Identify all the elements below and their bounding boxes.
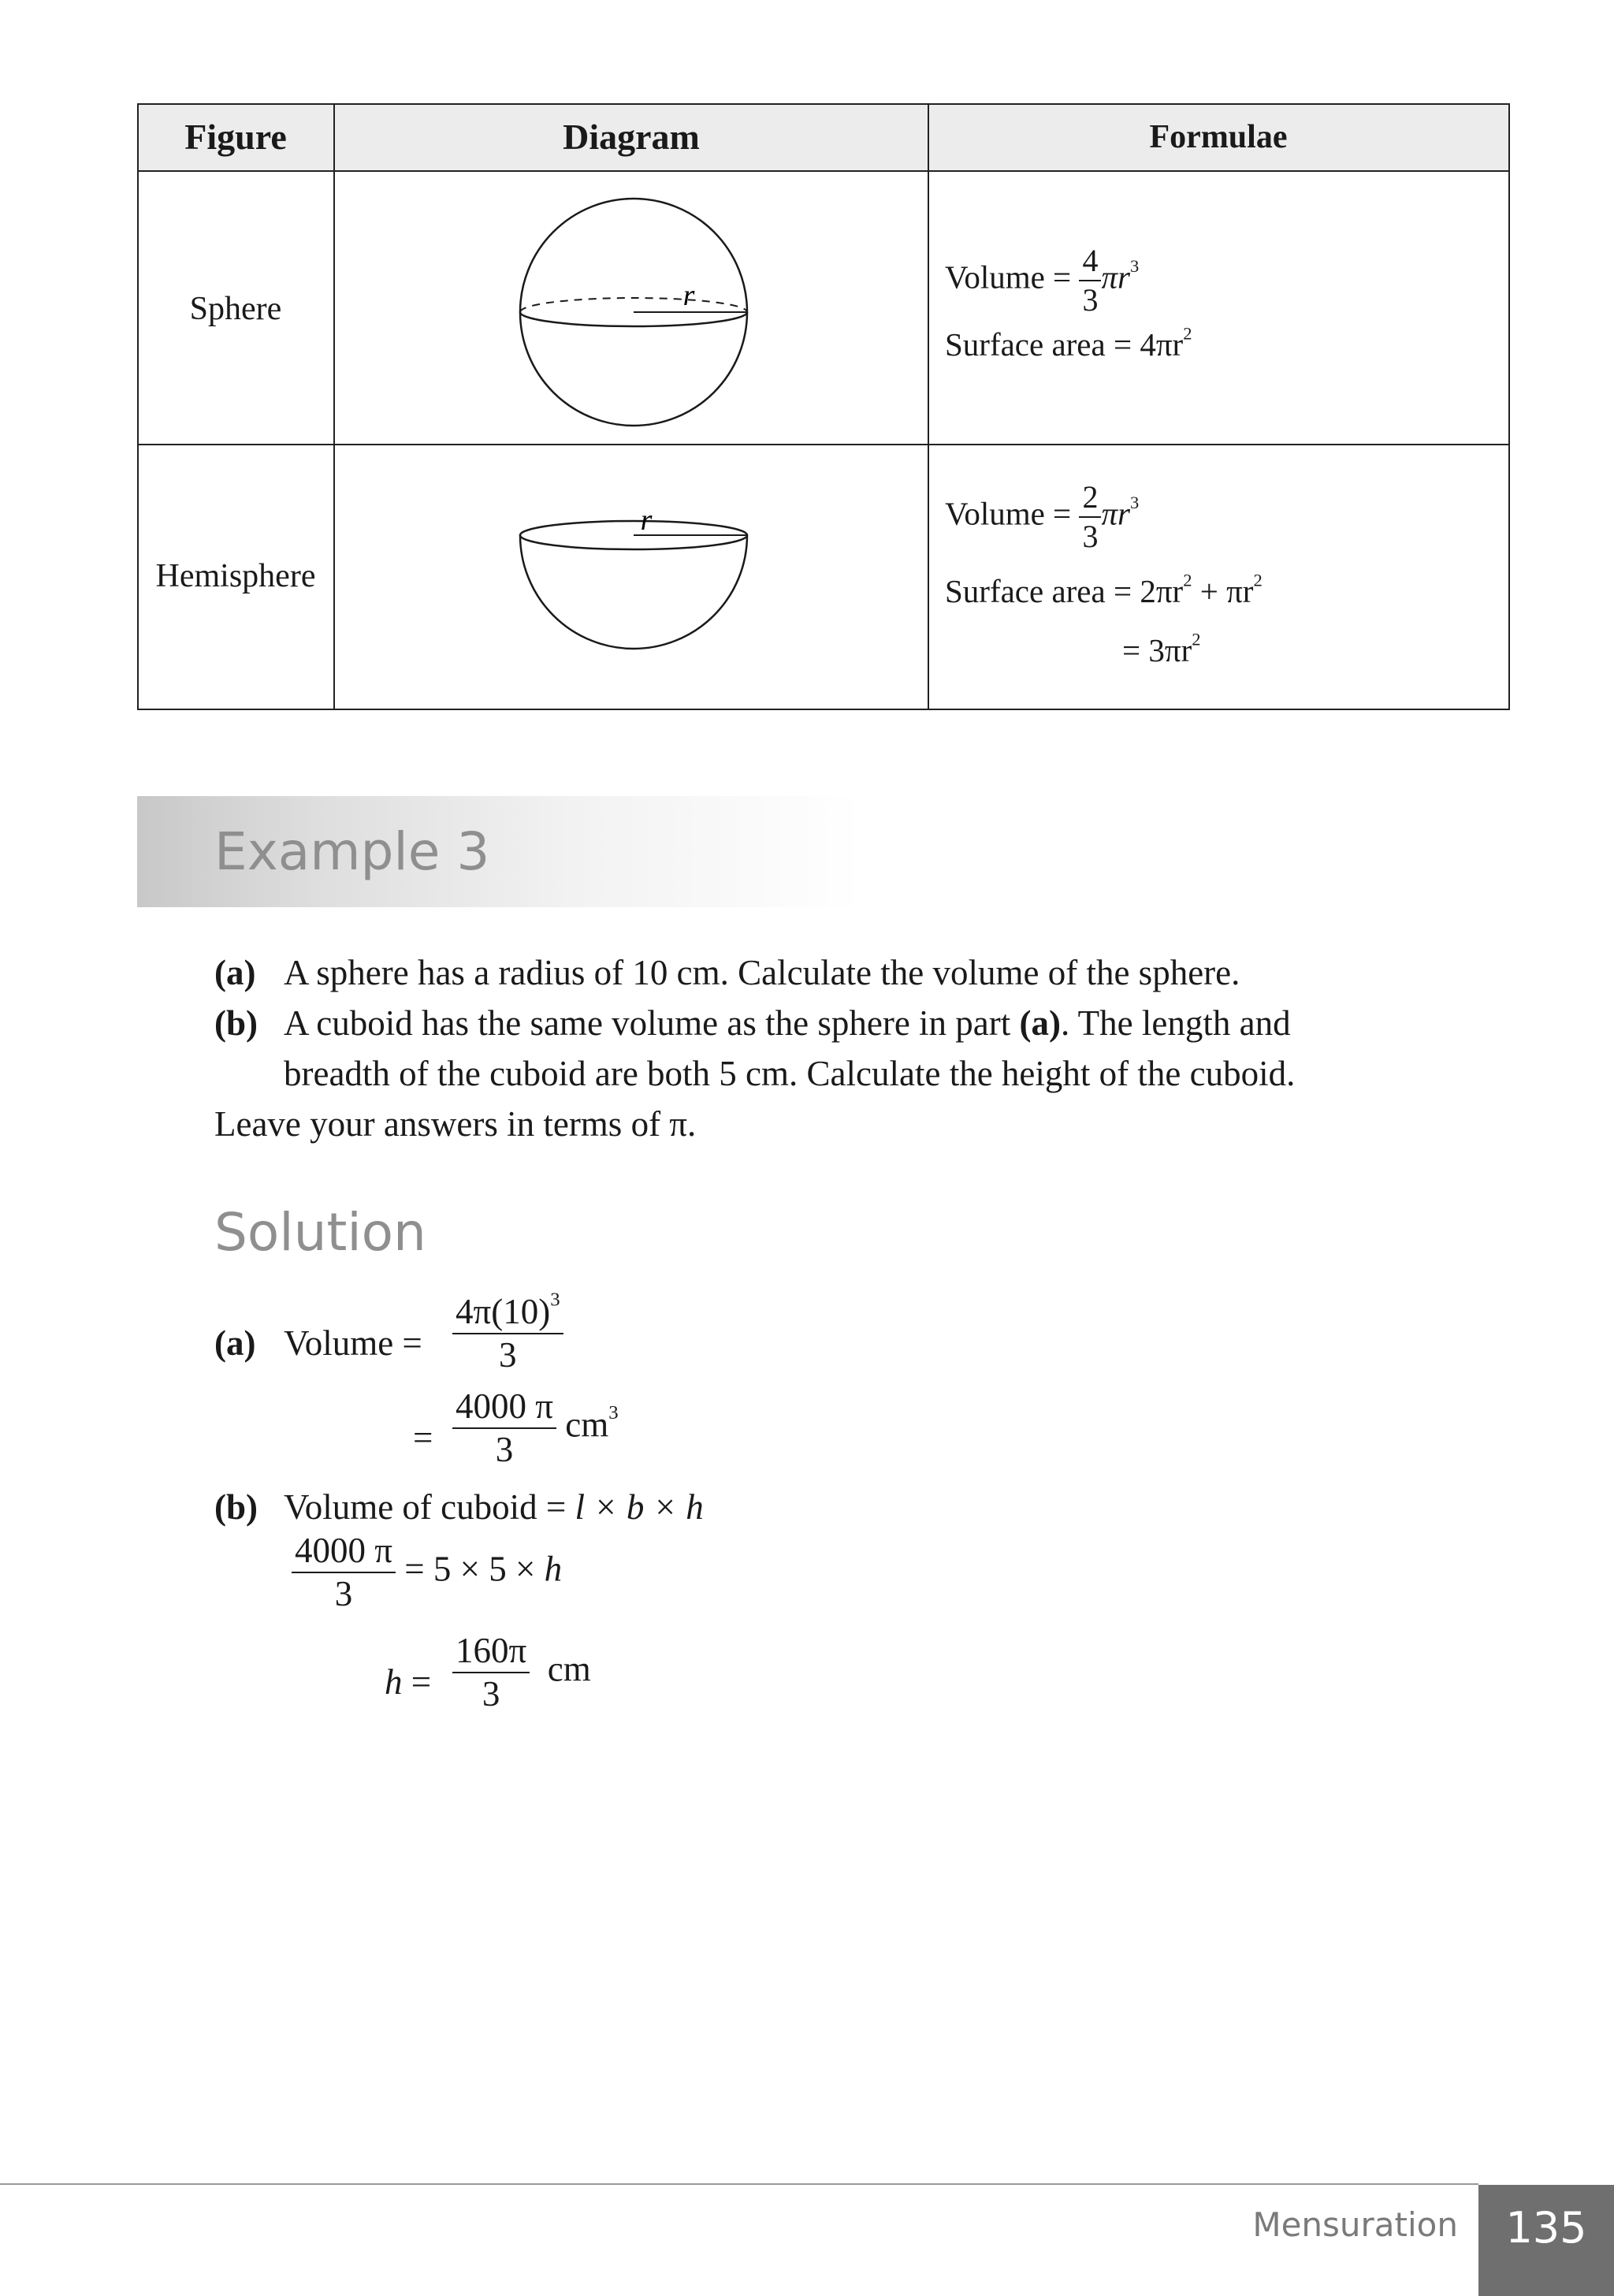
hemisphere-volume-fraction: $\frac{2}{3}$ — [1079, 482, 1101, 553]
sphere-surface-area: Surface area = $4\pi r^2$ — [945, 323, 1192, 363]
solution-a-label: (a) — [214, 1323, 256, 1363]
question-part-b-line2: breadth of the cuboid are both 5 cm. Calculate the height of the cuboid. — [284, 1054, 1296, 1093]
solution-b-unit: cm — [547, 1649, 591, 1689]
solution-b-h-label: h = — [385, 1662, 432, 1702]
hemisphere-diagram — [508, 512, 760, 687]
solution-b-line1: Volume of cuboid = l × b × h — [284, 1487, 704, 1527]
sphere-volume-label: Volume = — [945, 259, 1072, 296]
solution-a-equals: = — [413, 1418, 433, 1457]
sphere-radius-label: r — [682, 279, 695, 312]
sphere-volume-fraction: $\frac{4}{3}$ — [1079, 245, 1101, 316]
table-border-col2 — [928, 103, 929, 710]
footer-rule — [0, 2183, 1478, 2185]
header-formulae: Formulae — [1149, 119, 1288, 155]
solution-title: Solution — [214, 1202, 426, 1263]
page-number: 135 — [1478, 2185, 1614, 2296]
solution-a-step1: $\frac{4\pi(10)^3}{3}$ — [452, 1294, 563, 1373]
hemisphere-surface-area-simplified: = $3\pi r^2$ — [1122, 629, 1201, 668]
sphere-volume-tail: πr — [1101, 259, 1130, 296]
table-border-bottom — [137, 709, 1510, 710]
question-note: Leave your answers in terms of π. — [214, 1104, 697, 1144]
hemisphere-volume-label: Volume = — [945, 495, 1072, 532]
formulae-table — [137, 103, 1510, 710]
footer-chapter: Mensuration — [1252, 2205, 1458, 2244]
question-part-a — [214, 947, 255, 998]
question-part-b — [214, 998, 258, 1048]
question-part-b-text: A cuboid has the same volume as the sphere in part (a). The length and — [284, 1003, 1291, 1043]
figure-sphere: Sphere — [189, 291, 282, 327]
hemisphere-radius-label: r — [640, 512, 653, 537]
sphere-diagram — [508, 186, 760, 438]
example-title: Example 3 — [214, 821, 490, 882]
solution-b-step1: $\frac{4000 \pi}{3}$ = 5 × 5 × h — [292, 1533, 562, 1612]
hemisphere-surface-area: Surface area = $2\pi r^2 + \pi r^2$ — [945, 570, 1263, 609]
table-border-left — [137, 103, 139, 710]
sphere-volume: Volume = $\frac{4}{3}$ $\pi r^3$ — [945, 243, 1140, 318]
table-border-row — [137, 444, 1510, 445]
solution-b-step2: $\frac{160\pi}{3}$ cm — [452, 1633, 591, 1712]
part-b-label: (b) — [214, 1003, 258, 1043]
part-a-label: (a) — [214, 953, 256, 992]
solution-a-volume-label: Volume = — [284, 1323, 422, 1363]
header-diagram: Diagram — [563, 117, 700, 157]
solution-a-step2: $\frac{4000 \pi}{3}$ $cm^3$ — [452, 1389, 619, 1468]
figure-hemisphere: Hemisphere — [155, 558, 316, 594]
solution-b-label: (b) — [214, 1487, 258, 1527]
header-figure: Figure — [184, 117, 287, 157]
table-border-col1 — [333, 103, 335, 710]
solution-a-unit: cm — [565, 1405, 609, 1445]
table-border-right — [1508, 103, 1510, 710]
hemisphere-volume: Volume = $\frac{2}{3}$ $\pi r^3$ — [945, 479, 1140, 554]
question-part-a-text: A sphere has a radius of 10 cm. Calculate the volume of the sphere. — [284, 953, 1240, 992]
